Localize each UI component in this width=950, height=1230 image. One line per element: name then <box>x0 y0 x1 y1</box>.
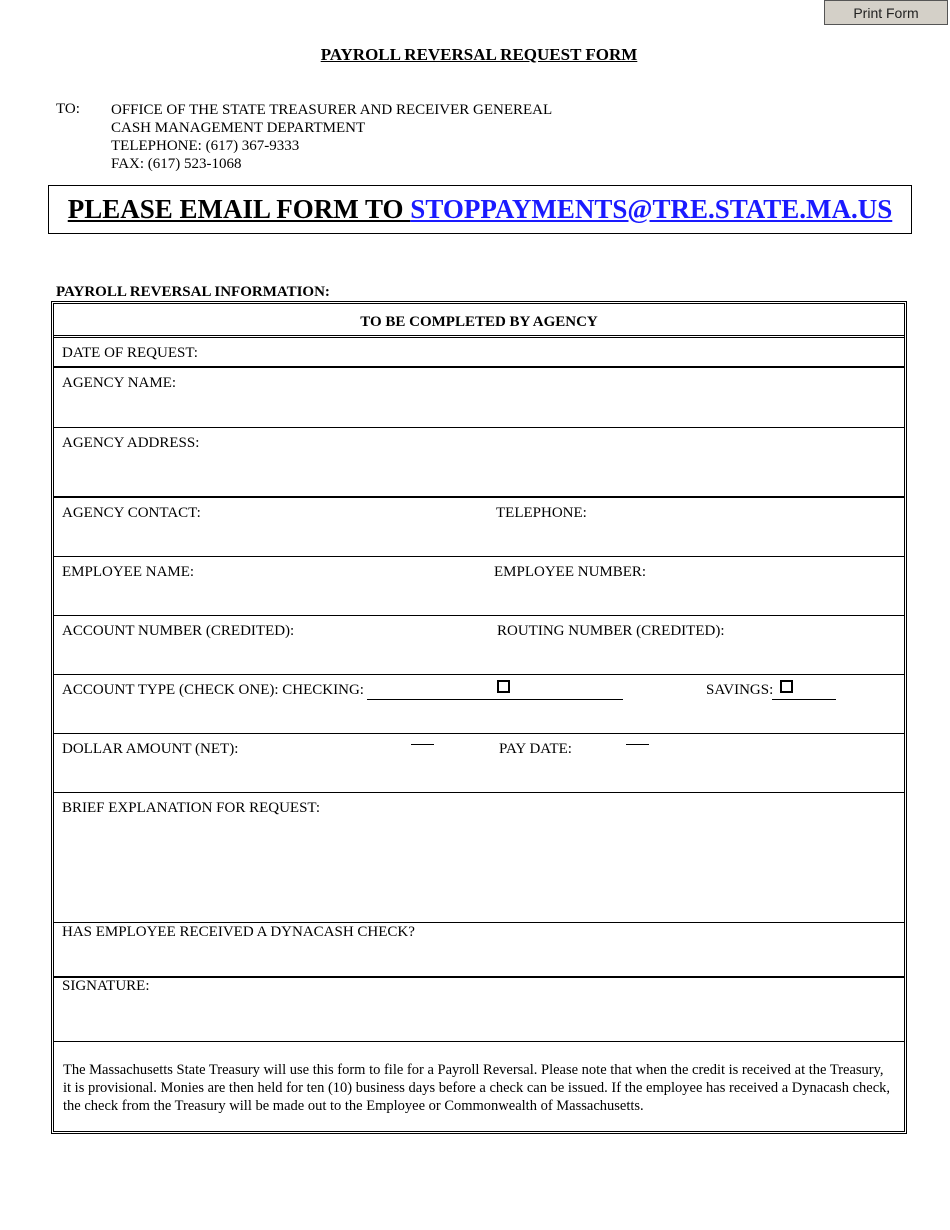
agency-address-label: AGENCY ADDRESS: <box>62 435 200 451</box>
agency-name-label: AGENCY NAME: <box>62 375 177 391</box>
savings-label: SAVINGS: <box>706 682 774 698</box>
routing-number-label: ROUTING NUMBER (CREDITED): <box>497 623 725 639</box>
account-number-row[interactable] <box>54 616 904 675</box>
recipient-line: OFFICE OF THE STATE TREASURER AND RECEIVER GENEREAL <box>111 102 553 118</box>
signature-label: SIGNATURE: <box>62 978 150 994</box>
payroll-reversal-table <box>51 301 907 1134</box>
dynacash-row[interactable] <box>54 923 904 978</box>
telephone-label: TELEPHONE: <box>496 505 587 521</box>
agency-contact-label: AGENCY CONTACT: <box>62 505 201 521</box>
explanation-label: BRIEF EXPLANATION FOR REQUEST: <box>62 800 321 816</box>
employee-name-row[interactable] <box>54 557 904 616</box>
savings-underline <box>772 699 836 700</box>
dynacash-label: HAS EMPLOYEE RECEIVED A DYNACASH CHECK? <box>62 924 415 940</box>
notice-row <box>54 1042 904 1131</box>
agency-address-row[interactable] <box>54 428 904 498</box>
recipient-line: CASH MANAGEMENT DEPARTMENT <box>111 120 366 136</box>
signature-row[interactable] <box>54 978 904 1042</box>
dollar-amount-row[interactable] <box>54 734 904 793</box>
checking-checkbox[interactable] <box>497 680 510 693</box>
table-header: TO BE COMPLETED BY AGENCY <box>360 314 598 330</box>
savings-checkbox[interactable] <box>780 680 793 693</box>
email-instruction-box <box>48 185 912 234</box>
dollar-amount-underline <box>411 744 434 745</box>
checking-underline <box>367 699 623 700</box>
agency-name-row[interactable] <box>54 368 904 428</box>
account-type-row <box>54 675 904 734</box>
email-link[interactable]: STOPPAYMENTS@TRE.STATE.MA.US <box>410 194 893 224</box>
pay-date-label: PAY DATE: <box>499 741 572 757</box>
recipient-line: FAX: (617) 523-1068 <box>111 156 242 172</box>
account-number-label: ACCOUNT NUMBER (CREDITED): <box>62 623 295 639</box>
employee-name-label: EMPLOYEE NAME: <box>62 564 195 580</box>
treasury-notice: The Massachusetts State Treasury will use this form to file for a Payroll Reversal. Please note that when the credit is received at the Treasury, it is provisional. Monies are then held for ten (10) business days before a check can be issued. If the employee has received a Dynacash check, the check from the Treasury will be made out to the Employee or Commonwealth of Massachusetts. <box>63 1062 891 1114</box>
date-of-request-row[interactable] <box>54 338 904 368</box>
employee-number-label: EMPLOYEE NUMBER: <box>494 564 647 580</box>
recipient-address <box>111 101 552 173</box>
form-title: PAYROLL REVERSAL REQUEST FORM <box>320 45 638 64</box>
print-form-button[interactable]: Print Form <box>824 0 948 25</box>
email-instruction-text: PLEASE EMAIL FORM TO <box>67 194 411 224</box>
date-of-request-label: DATE OF REQUEST: <box>62 345 198 361</box>
agency-contact-row[interactable] <box>54 498 904 557</box>
to-label: TO: <box>56 101 80 117</box>
account-type-label: ACCOUNT TYPE (CHECK ONE): CHECKING: <box>62 682 364 698</box>
dollar-amount-label: DOLLAR AMOUNT (NET): <box>62 741 239 757</box>
explanation-row[interactable] <box>54 793 904 923</box>
recipient-line: TELEPHONE: (617) 367-9333 <box>111 138 300 154</box>
pay-date-underline <box>626 744 649 745</box>
section-heading: PAYROLL REVERSAL INFORMATION: <box>56 284 330 300</box>
table-header-row <box>54 304 904 338</box>
